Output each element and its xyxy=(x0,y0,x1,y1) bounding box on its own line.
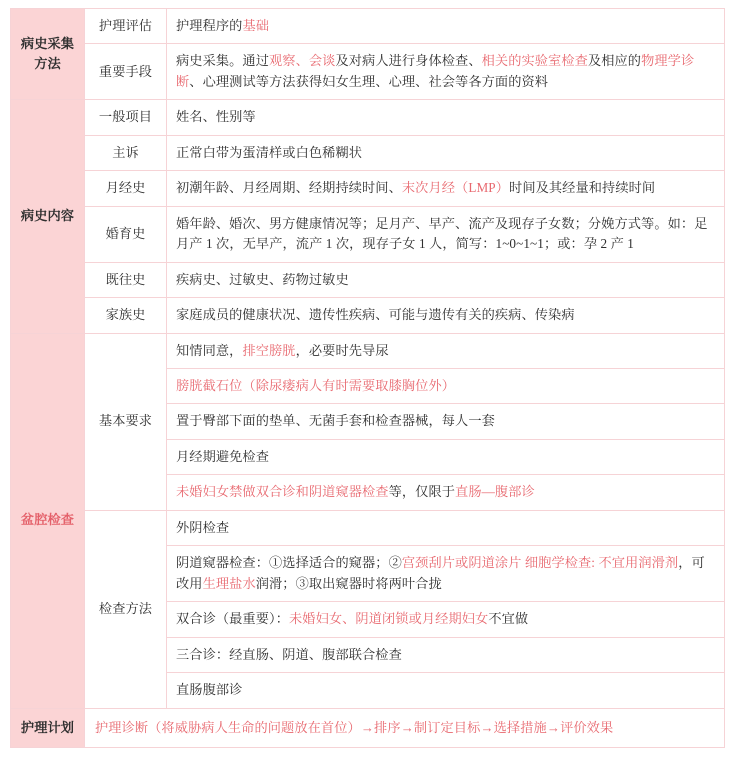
content-cell: 家庭成员的健康状况、遗传性疾病、可能与遗传有关的疾病、传染病 xyxy=(167,298,725,333)
content-cell: 护理程序的基础 xyxy=(167,9,725,44)
subcategory-cell: 家族史 xyxy=(85,298,167,333)
content-cell: 正常白带为蛋清样或白色稀糊状 xyxy=(167,135,725,170)
content-cell: 疾病史、过敏史、药物过敏史 xyxy=(167,262,725,297)
table-row xyxy=(11,9,725,44)
table-row xyxy=(11,171,725,206)
table-body xyxy=(11,9,725,748)
content-cell: 初潮年龄、月经周期、经期持续时间、末次月经（LMP）时间及其经量和持续时间 xyxy=(167,171,725,206)
subcategory-cell: 婚育史 xyxy=(85,206,167,262)
table-row xyxy=(11,135,725,170)
table-row xyxy=(11,262,725,297)
content-cell: 护理诊断（将威胁病人生命的问题放在首位）→排序→制订定目标→选择措施→评价效果 xyxy=(85,708,725,747)
content-cell: 未婚妇女禁做双合诊和阴道窥器检查等，仅限于直肠—腹部诊 xyxy=(167,475,725,510)
content-cell: 姓名、性别等 xyxy=(167,100,725,135)
content-cell: 双合诊（最重要）：未婚妇女、阴道闭锁或月经期妇女不宜做 xyxy=(167,602,725,637)
subcategory-cell: 护理评估 xyxy=(85,9,167,44)
table-row xyxy=(11,44,725,100)
subcategory-cell: 检查方法 xyxy=(85,510,167,708)
subcategory-cell: 重要手段 xyxy=(85,44,167,100)
table-row xyxy=(11,333,725,368)
table-row xyxy=(11,708,725,747)
content-cell: 三合诊：经直肠、阴道、腹部联合检查 xyxy=(167,637,725,672)
subcategory-cell: 基本要求 xyxy=(85,333,167,510)
content-cell: 病史采集。通过观察、会谈及对病人进行身体检查、相关的实验室检查及相应的物理学诊断、心理测试等方法获得妇女生理、心理、社会等各方面的资料 xyxy=(167,44,725,100)
content-cell: 婚年龄、婚次、男方健康情况等；足月产、早产、流产及现存子女数；分娩方式等。如：足月产 1 次，无早产，流产 1 次，现存子女 1 人，简写：1~0~1~1；或：孕 2 产 1 xyxy=(167,206,725,262)
content-cell: 膀胱截石位（除尿瘘病人有时需要取膝胸位外） xyxy=(167,368,725,403)
content-cell: 外阴检查 xyxy=(167,510,725,545)
content-cell: 置于臀部下面的垫单、无菌手套和检查器械，每人一套 xyxy=(167,404,725,439)
table-row xyxy=(11,298,725,333)
category-cell: 病史内容 xyxy=(11,100,85,333)
subcategory-cell: 主诉 xyxy=(85,135,167,170)
category-cell: 病史采集 方法 xyxy=(11,9,85,100)
subcategory-cell: 既往史 xyxy=(85,262,167,297)
subcategory-cell: 月经史 xyxy=(85,171,167,206)
category-cell: 护理计划 xyxy=(11,708,85,747)
content-cell: 知情同意，排空膀胱，必要时先导尿 xyxy=(167,333,725,368)
medical-reference-table xyxy=(10,8,725,748)
category-cell: 盆腔检查 xyxy=(11,333,85,708)
content-cell: 月经期避免检查 xyxy=(167,439,725,474)
table-row xyxy=(11,100,725,135)
table-row xyxy=(11,510,725,545)
subcategory-cell: 一般项目 xyxy=(85,100,167,135)
content-cell: 直肠腹部诊 xyxy=(167,673,725,708)
table-row xyxy=(11,206,725,262)
content-cell: 阴道窥器检查：①选择适合的窥器；②宫颈刮片或阴道涂片 细胞学检查: 不宜用润滑剂，可改用生理盐水润滑；③取出窥器时将两叶合拢 xyxy=(167,546,725,602)
